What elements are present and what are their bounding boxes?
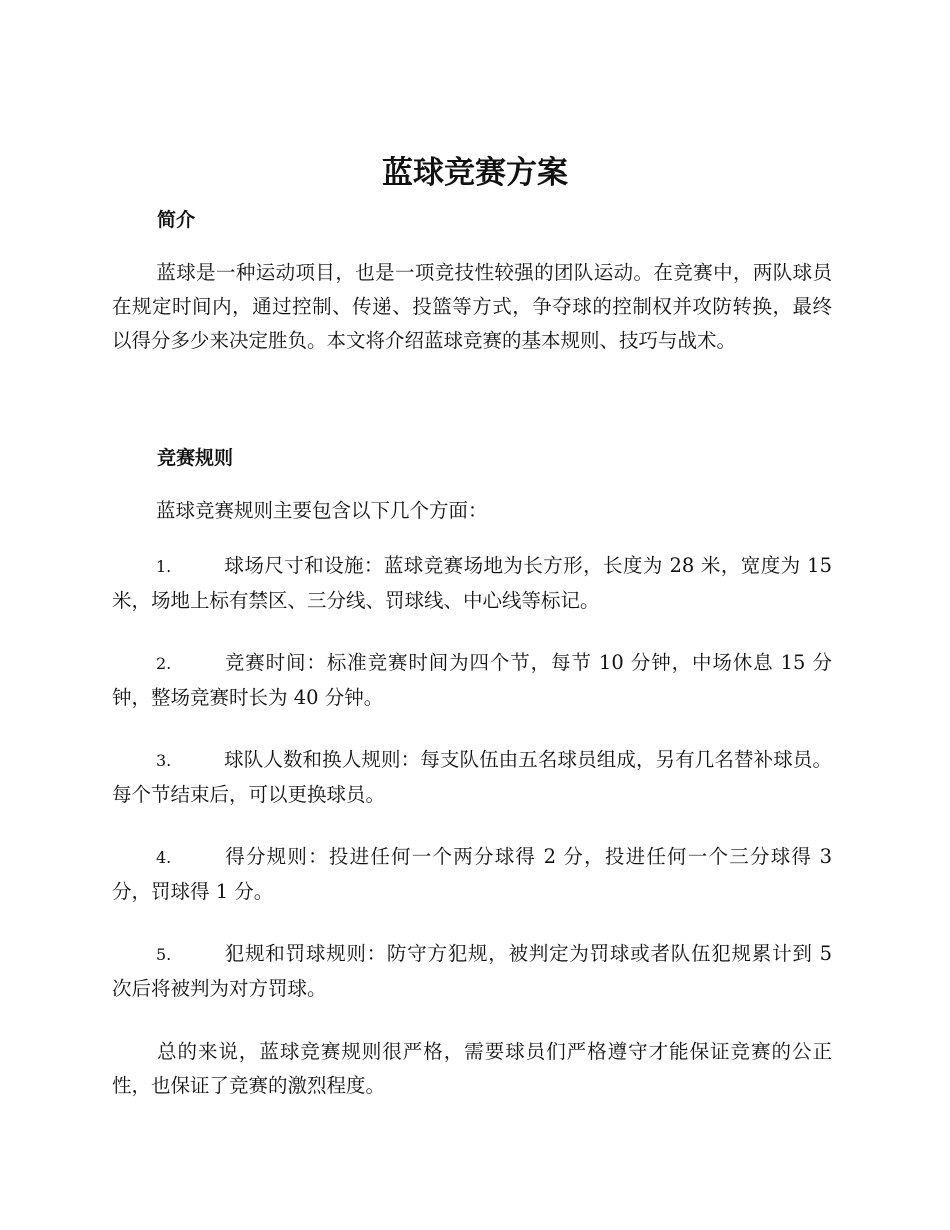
rule-text: 球场尺寸和设施：蓝球竞赛场地为长方形，长度为 28 米，宽度为 15 米，场地上标有禁区、三分线、罚球线、中心线等标记。 — [112, 554, 832, 612]
rule-item — [112, 937, 832, 1006]
rule-text: 竞赛时间：标准竞赛时间为四个节，每节 10 分钟，中场休息 15 分钟，整场竞赛时长为 40 分钟。 — [112, 651, 832, 709]
rule-text: 得分规则：投进任何一个两分球得 2 分，投进任何一个三分球得 3 分，罚球得 1 分。 — [112, 845, 832, 903]
rule-text: 犯规和罚球规则：防守方犯规，被判定为罚球或者队伍犯规累计到 5 次后将被判为对方罚球。 — [112, 942, 832, 1000]
document-title: 蓝球竞赛方案 — [382, 155, 568, 191]
rule-number: 4. — [156, 848, 172, 867]
intro-text: 蓝球是一种运动项目，也是一项竞技性较强的团队运动。在竞赛中，两队球员在规定时间内，通过控制、传递、投篮等方式，争夺球的控制权并攻防转换，最终以得分多少来决定胜负。本文将介绍蓝球竞赛的基本规则、技巧与战术。 — [112, 261, 832, 352]
rule-number: 2. — [156, 654, 172, 673]
rule-text: 球队人数和换人规则：每支队伍由五名球员组成，另有几名替补球员。每个节结束后，可以更换球员。 — [112, 748, 832, 806]
rule-number: 5. — [156, 945, 172, 964]
rule-number: 1. — [156, 557, 172, 576]
rule-item — [112, 743, 832, 812]
rules-summary-paragraph — [112, 1035, 832, 1103]
rule-item — [112, 840, 832, 909]
rules-lead-text: 蓝球竞赛规则主要包含以下几个方面： — [156, 499, 488, 522]
section-heading-rules: 竞赛规则 — [157, 447, 234, 469]
rules-lead-paragraph — [112, 494, 832, 528]
rule-item — [112, 646, 832, 715]
section-heading-intro: 简介 — [157, 209, 196, 231]
intro-paragraph — [112, 256, 832, 358]
rule-number: 3. — [156, 751, 172, 770]
rules-summary-text: 总的来说，蓝球竞赛规则很严格，需要球员们严格遵守才能保证竞赛的公正性，也保证了竞赛的激烈程度。 — [112, 1040, 832, 1097]
rule-item — [112, 549, 832, 618]
